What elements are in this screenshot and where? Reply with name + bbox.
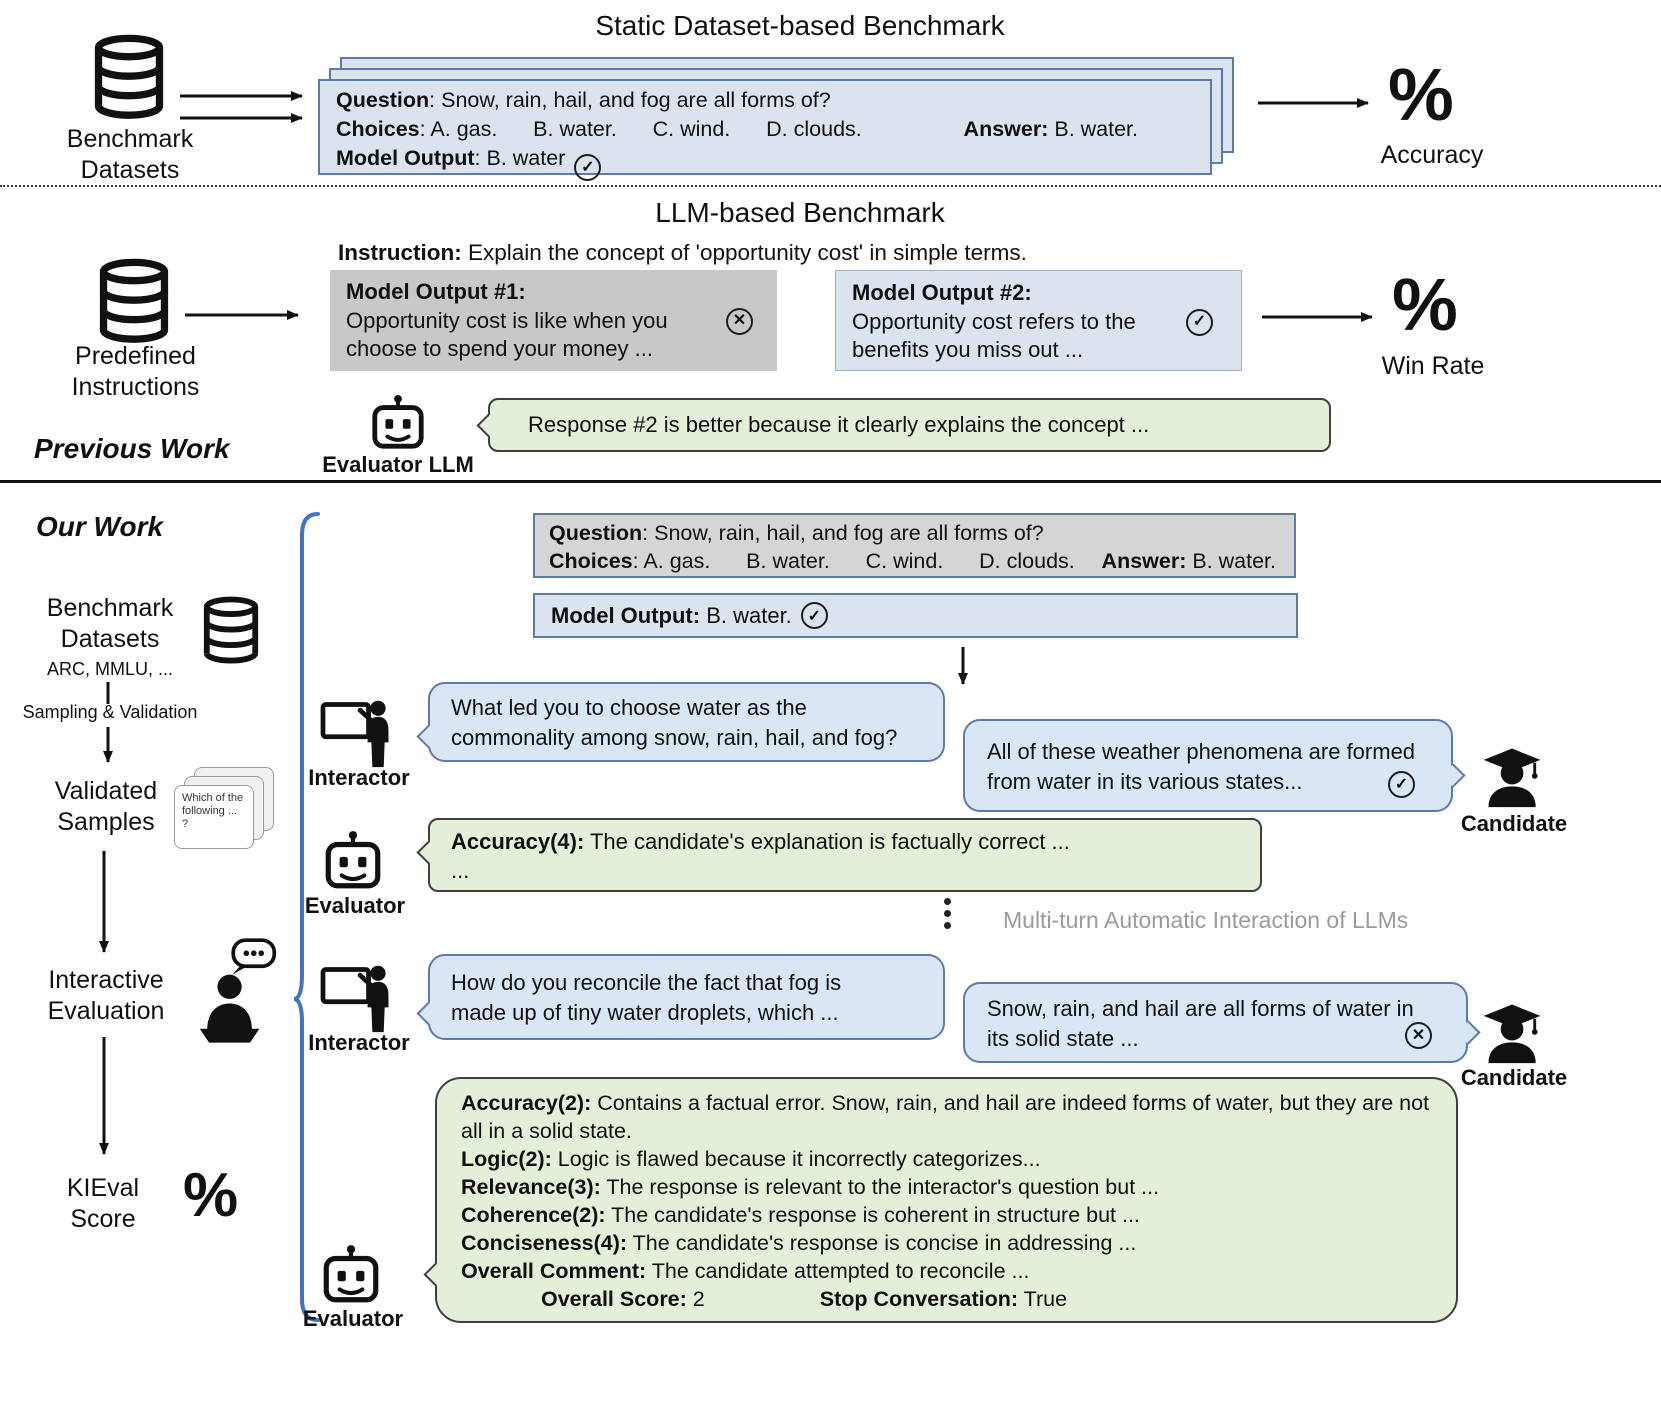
evaluator-robot-icon	[320, 830, 386, 897]
cross-icon: ✕	[726, 308, 753, 335]
question-box	[533, 513, 1296, 578]
our-work-brace	[292, 511, 320, 1328]
interactor-bubble-2: How do you reconcile the fact that fog is made up of tiny water droplets, which ...	[428, 954, 945, 1040]
evaluator-llm-label: Evaluator LLM	[322, 452, 474, 477]
benchmark-datasets-label: Benchmark Datasets	[46, 594, 174, 653]
bubble-tail	[423, 1262, 447, 1286]
bubble-tail	[476, 413, 500, 437]
benchmark-datasets-label: Benchmark Datasets	[66, 125, 194, 184]
evaluator-bubble-1: Accuracy(4): The candidate's explanation is factually correct ... ...	[428, 818, 1262, 892]
evaluator-label: Evaluator	[302, 1306, 404, 1331]
choices-line: Choices: A. gas. B. water. C. wind. D. clouds. Answer: B. water.	[336, 117, 1138, 141]
database-icon	[95, 258, 173, 351]
percent-icon: %	[1388, 53, 1454, 136]
sample-card-text: Which of the following ... ?	[174, 785, 254, 849]
bubble-tail	[416, 1001, 440, 1025]
accuracy-label: Accuracy	[1380, 141, 1484, 169]
model-output-line: Model Output: B. water ✓	[336, 144, 1194, 181]
interactor-icon	[320, 960, 400, 1039]
previous-work-heading: Previous Work	[34, 433, 230, 464]
interactive-evaluation-icon	[196, 938, 278, 1048]
eval-criterion-coherence: Coherence(2): The candidate's response is coherent in structure but ...	[461, 1203, 1140, 1227]
win-rate-label: Win Rate	[1381, 352, 1485, 380]
llm-benchmark-title: LLM-based Benchmark	[655, 197, 945, 228]
stop-conversation: Stop Conversation: True	[819, 1287, 1068, 1311]
qa-sample-card	[318, 79, 1212, 175]
dotted-divider	[0, 185, 1661, 187]
eval-criterion-accuracy: Accuracy(2): Contains a factual error. Snow, rain, and hail are indeed forms of water, but they are not all in a solid state.	[461, 1091, 1436, 1143]
eval-criterion-relevance: Relevance(3): The response is relevant to the interactor's question but ...	[461, 1175, 1160, 1199]
check-icon: ✓	[1186, 309, 1213, 336]
interactor-bubble-1: What led you to choose water as the commonality among snow, rain, hail, and fog?	[428, 682, 945, 762]
dataset-examples-label: ARC, MMLU, ...	[46, 659, 173, 679]
interactor-label: Interactor	[308, 765, 410, 790]
interactor-icon	[320, 695, 400, 774]
percent-icon: %	[1392, 263, 1458, 346]
candidate-icon	[1477, 997, 1549, 1070]
question-line: Question: Snow, rain, hail, and fog are all forms of?	[549, 521, 1044, 545]
percent-icon: %	[183, 1161, 239, 1230]
choices-line: Choices: A. gas. B. water. C. wind. D. clouds. Answer: B. water.	[549, 549, 1276, 573]
cross-icon: ✕	[1405, 1022, 1432, 1049]
validated-samples-label: Validated Samples	[54, 777, 158, 836]
interactive-evaluation-label: Interactive Evaluation	[47, 966, 165, 1025]
bubble-tail	[1441, 763, 1465, 787]
database-icon	[200, 596, 262, 671]
kieval-score-label: KIEval Score	[66, 1174, 140, 1233]
evaluator-robot-icon	[366, 394, 430, 457]
multiturn-ellipsis-icon	[944, 898, 951, 929]
multiturn-note: Multi-turn Automatic Interaction of LLMs	[1003, 907, 1409, 933]
interactor-label: Interactor	[308, 1030, 410, 1055]
predefined-instructions-label: Predefined Instructions	[71, 342, 200, 401]
candidate-bubble-1: All of these weather phenomena are formed from water in its various states... ✓	[963, 719, 1453, 812]
evaluator-comment-bubble: Response #2 is better because it clearly explains the concept ...	[488, 398, 1331, 452]
bubble-tail	[416, 724, 440, 748]
instruction-line: Instruction: Explain the concept of 'opportunity cost' in simple terms.	[338, 240, 1027, 265]
eval-score-row	[461, 1285, 1432, 1313]
static-benchmark-title: Static Dataset-based Benchmark	[595, 10, 1005, 41]
model-output-box: Model Output: B. water. ✓	[533, 593, 1298, 638]
evaluator-final-bubble	[435, 1077, 1458, 1323]
our-work-heading: Our Work	[36, 511, 164, 542]
section-divider	[0, 480, 1661, 483]
check-icon: ✓	[1388, 771, 1415, 798]
candidate-label: Candidate	[1460, 811, 1568, 836]
check-icon: ✓	[574, 154, 601, 181]
candidate-icon	[1477, 741, 1549, 814]
question-line: Question: Snow, rain, hail, and fog are all forms of?	[336, 88, 831, 112]
eval-criterion-conciseness: Conciseness(4): The candidate's response is concise in addressing ...	[461, 1231, 1137, 1255]
model-output-2-box: Model Output #2: Opportunity cost refers to the benefits you miss out ... ✓	[835, 270, 1242, 371]
database-icon	[90, 34, 168, 127]
check-icon: ✓	[801, 602, 828, 629]
candidate-bubble-2: Snow, rain, and hail are all forms of water in its solid state ... ✕	[963, 982, 1468, 1063]
eval-criterion-logic: Logic(2): Logic is flawed because it incorrectly categorizes...	[461, 1147, 1041, 1171]
evaluator-robot-icon	[318, 1244, 384, 1311]
overall-score: Overall Score: 2	[541, 1287, 705, 1311]
evaluator-label: Evaluator	[304, 893, 406, 918]
validated-samples-icon	[174, 767, 276, 851]
eval-overall-comment: Overall Comment: The candidate attempted to reconcile ...	[461, 1259, 1030, 1283]
model-output-1-box: Model Output #1: Opportunity cost is like when you choose to spend your money ... ✕	[330, 270, 777, 371]
bubble-tail	[416, 840, 440, 864]
candidate-label: Candidate	[1460, 1065, 1568, 1090]
sampling-validation-label: Sampling & Validation	[22, 702, 198, 722]
